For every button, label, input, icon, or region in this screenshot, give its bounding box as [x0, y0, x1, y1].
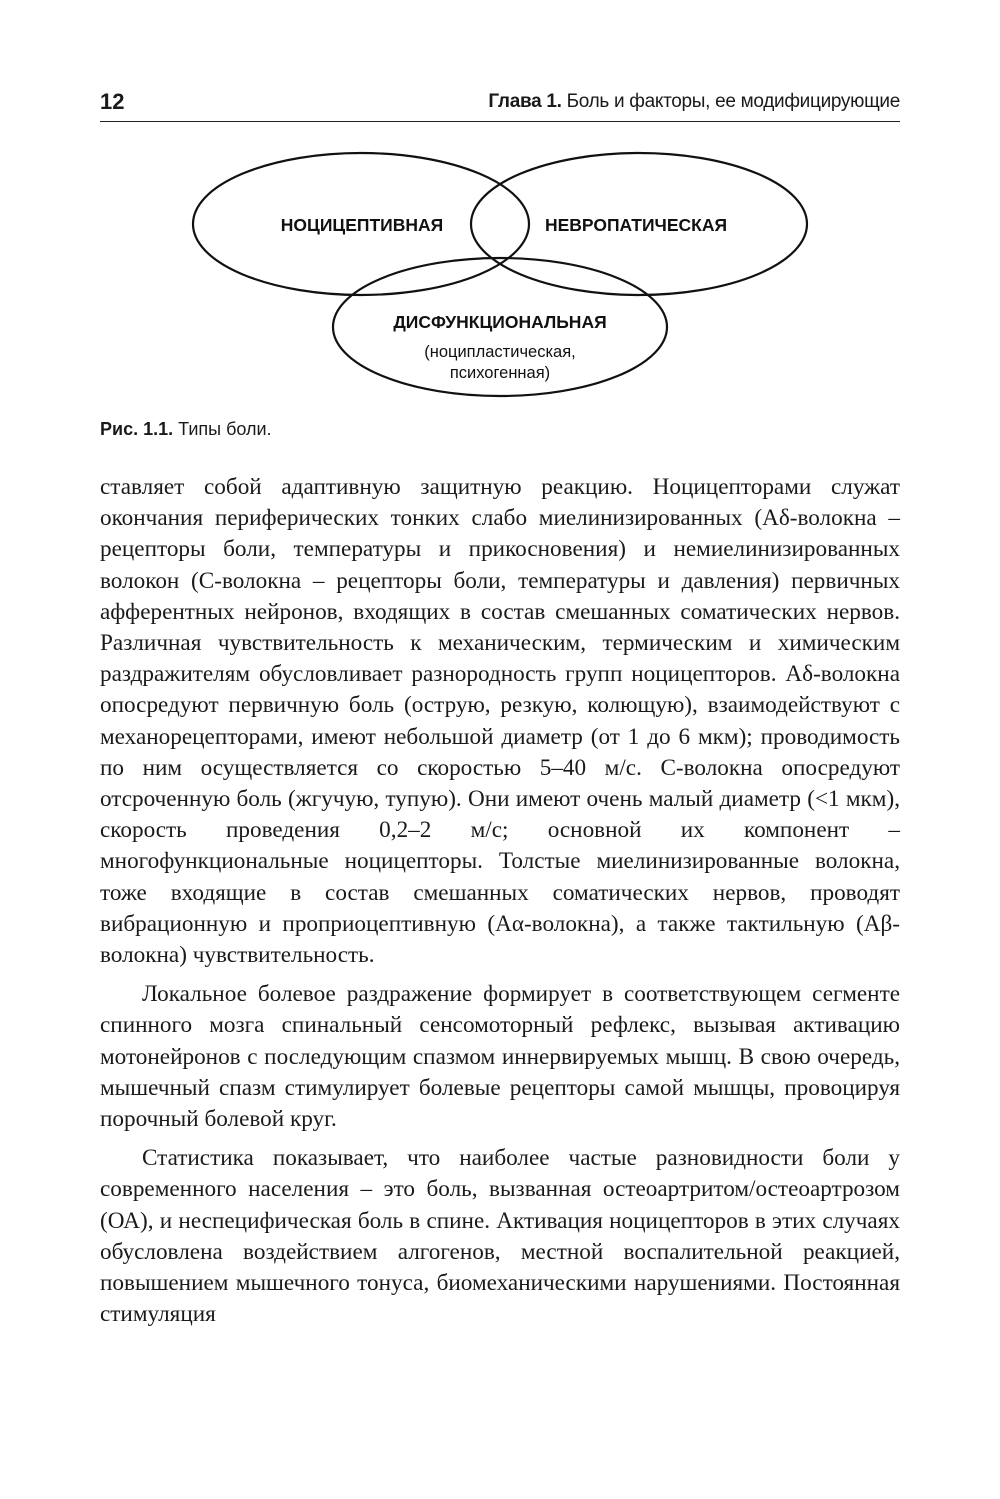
neuropathic-label: НЕВРОПАТИЧЕСКАЯ: [544, 215, 728, 235]
dysfunctional-sublabel-line2: психогенная): [449, 364, 551, 382]
page-number: 12: [100, 89, 125, 114]
figure-label: Рис. 1.1.: [100, 419, 174, 439]
paragraph-continued: ставляет собой адаптивную защитную реакцию. Ноцицепторами служат окончания периферических тонких слабо миелинизированных (Aδ-волокна – рецепторы боли, температуры и прикосновения) и немиелинизированных волокон (C-волокна – рецепторы боли, температуры и давления) первичных афферентных нейронов, входящих в состав смешанных соматических нервов. Различная чувствительность к механическим, термическим и химическим раздражителям обусловливает разнородность групп ноцицепторов. Aδ-волокна опосредуют первичную боль (острую, резкую, колющую), взаимодействуют с механорецепторами, имеют небольшой диаметр (от 1 до 6 мкм); проводимость по ним осуществляется со скоростью 5–40 м/с. C-волокна опосредуют отсроченную боль (жгучую, тупую). Они имеют очень малый диаметр (<1 мкм), скорость проведения 0,2–2 м/с; основной их компонент – многофункциональные ноцицепторы. Толстые миелинизированные волокна, тоже входящие в состав смешанных соматических нервов, проводят вибрационную и проприоцептивную (Aα-волокна), а также тактильную (Aβ-волокна) чувствительность.: [100, 474, 900, 969]
paragraph-statistics: Статистика показывает, что наиболее частые разновидности боли у современного населения – это боль, вызванная остеоартритом/остеоартрозом (ОА), и неспецифическая боль в спине. Активация ноцицепторов в этих случаях обусловлена воздействием алгогенов, местной воспалительной реакцией, повышением мышечного тонуса, биомеханическими нарушениями. Постоянная стимуляция: [100, 1145, 900, 1328]
paragraph-local-pain: Локальное болевое раздражение формирует в соответствующем сегменте спинного мозга спинальный сенсомоторный рефлекс, вызывая активацию мотонейронов с последующим спазмом иннервируемых мышц. В свою очередь, мышечный спазм стимулирует болевые рецепторы самой мышцы, провоцируя порочный болевой круг.: [100, 981, 900, 1133]
body-text: [100, 472, 900, 1330]
dysfunctional-sublabel-line1: (ноципластическая,: [424, 343, 576, 361]
figure-caption: [100, 419, 272, 440]
figure-caption-text: Типы боли.: [178, 419, 272, 439]
dysfunctional-label: ДИСФУНКЦИОНАЛЬНАЯ: [393, 312, 607, 332]
chapter-label: Глава 1.: [488, 91, 562, 112]
pain-types-venn-diagram: [0, 0, 1000, 430]
nociceptive-label: НОЦИЦЕПТИВНАЯ: [280, 215, 444, 235]
chapter-title: Боль и факторы, ее модифицирующие: [566, 91, 900, 112]
